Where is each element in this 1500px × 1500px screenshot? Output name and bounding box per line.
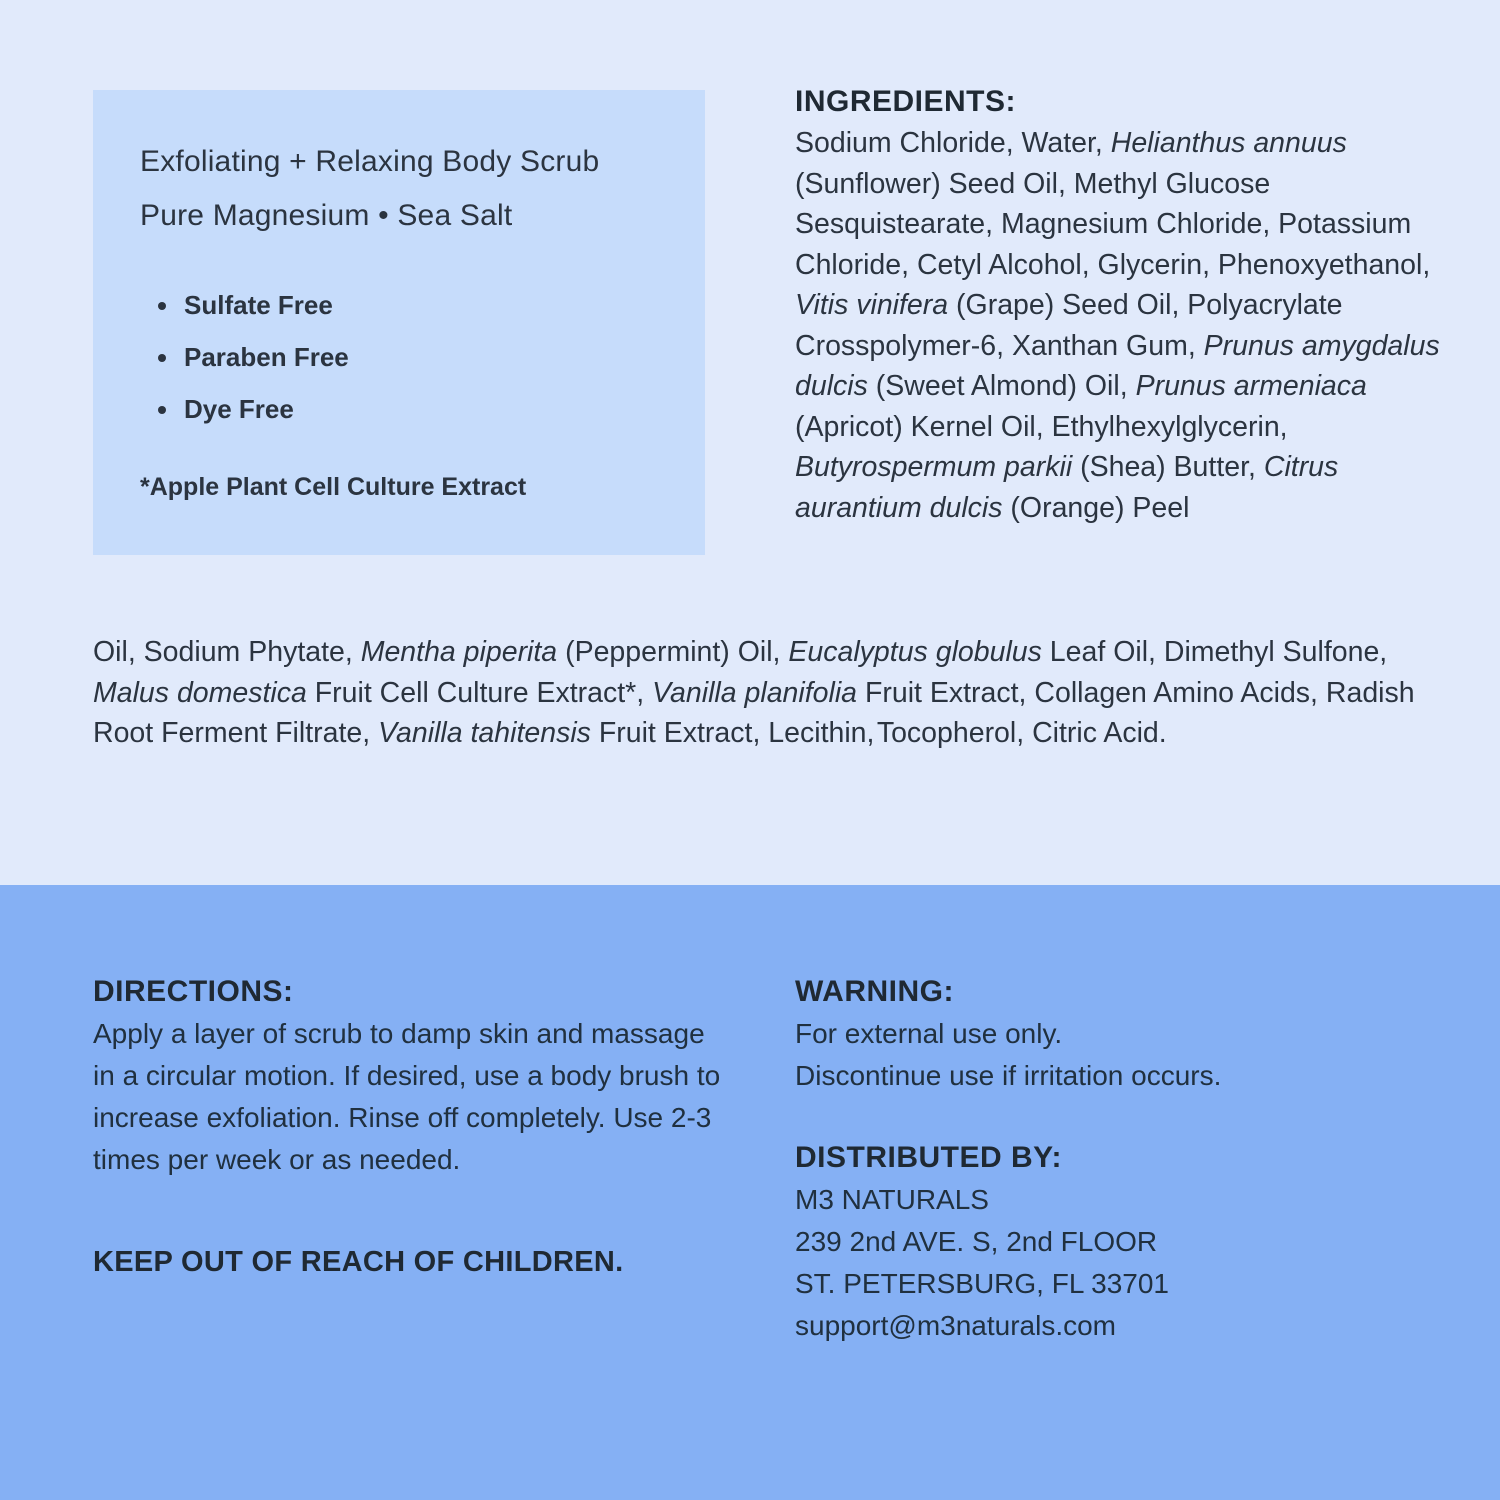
product-highlight-box: [93, 90, 705, 555]
product-name-line-2: Pure Magnesium • Sea Salt: [140, 199, 513, 232]
distributor-email: support@m3naturals.com: [795, 1310, 1117, 1341]
product-name-line-1: Exfoliating + Relaxing Body Scrub: [140, 145, 600, 178]
warning-heading: WARNING:: [795, 975, 954, 1008]
ingredients-section: [795, 85, 1455, 528]
ingredients-column-text: Sodium Chloride, Water, Helianthus annuus (Sunflower) Seed Oil, Methyl Glucose Sesquistearate, Magnesium Chloride, Potassium Chloride, Cetyl Alcohol, Glycerin, Phenoxyethanol, Vitis vinifera (Grape) Seed Oil, Polyacrylate Crosspolymer-6, Xanthan Gum, Prunus amygdalus dulcis (Sweet Almond) Oil, Prunus armeniaca (Apricot) Kernel Oil, Ethylhexylglycerin, Butyrospermum parkii (Shea) Butter, Citrus aurantium dulcis (Orange) Peel: [795, 127, 1440, 524]
claim-item: Paraben Free: [140, 331, 665, 383]
directions-section: [93, 975, 723, 1282]
keep-out-of-reach-warning: KEEP OUT OF REACH OF CHILDREN.: [93, 1246, 624, 1278]
claim-item: Sulfate Free: [140, 279, 665, 331]
warning-section: [795, 975, 1435, 1347]
directions-text: Apply a layer of scrub to damp skin and massage in a circular motion. If desired, use a body brush to increase exfoliation. Rinse off completely. Use 2-3 times per week or as needed.: [93, 1018, 721, 1175]
distributor-address-line-1: 239 2nd AVE. S, 2nd FLOOR: [795, 1226, 1158, 1257]
distributed-by-section: [795, 1141, 1435, 1347]
warning-line-2: Discontinue use if irritation occurs.: [795, 1060, 1222, 1091]
distributed-by-heading: DISTRIBUTED BY:: [795, 1141, 1062, 1174]
warning-line-1: For external use only.: [795, 1018, 1063, 1049]
claims-list: [140, 279, 665, 435]
distributor-address-line-2: ST. PETERSBURG, FL 33701: [795, 1268, 1169, 1299]
ingredients-heading: INGREDIENTS:: [795, 85, 1017, 118]
claims-footnote: *Apple Plant Cell Culture Extract: [140, 473, 527, 501]
distributor-company: M3 NATURALS: [795, 1184, 989, 1215]
directions-heading: DIRECTIONS:: [93, 975, 294, 1008]
ingredients-continuation-text: Oil, Sodium Phytate, Mentha piperita (Peppermint) Oil, Eucalyptus globulus Leaf Oil, Dimethyl Sulfone, Malus domestica Fruit Cell Culture Extract*, Vanilla planifolia Fruit Extract, Collagen Amino Acids, Radish Root Ferment Filtrate, Vanilla tahitensis Fruit Extract, Lecithin, Tocopherol, Citric Acid.: [93, 636, 1415, 749]
claim-item: Dye Free: [140, 383, 665, 435]
